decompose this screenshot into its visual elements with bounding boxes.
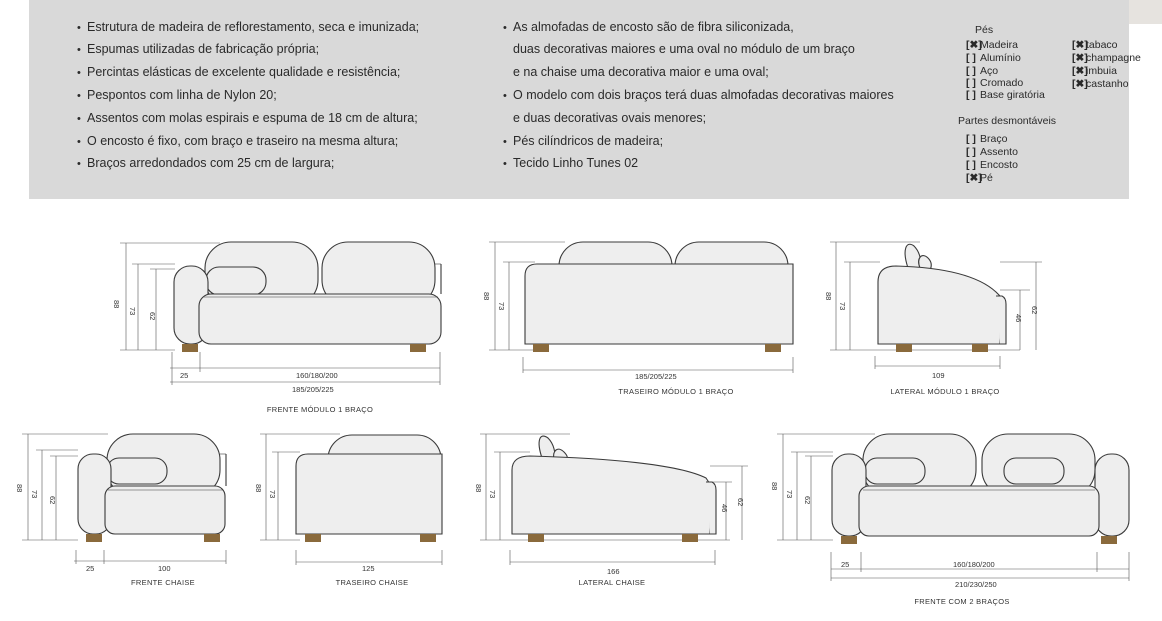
seat: [199, 294, 441, 344]
caption-side-one-arm: LATERAL MÓDULO 1 BRAÇO: [890, 387, 1000, 396]
dim-depth: 109: [932, 371, 945, 380]
dim-height-73: 73: [128, 307, 137, 316]
checkbox-option: [✖]imbuia: [1072, 65, 1117, 77]
list-item: • Percintas elásticas de excelente qualidade e resistência;: [78, 65, 400, 79]
checkbox-option: [✖]Pé: [966, 172, 993, 184]
checkbox-option: [✖]tabaco: [1072, 39, 1118, 51]
caption-back-chaise: TRASEIRO CHAISE: [335, 578, 409, 587]
dim-height-88: 88: [112, 300, 121, 309]
list-item: • As almofadas de encosto são de fibra siliconizada,: [504, 20, 794, 34]
dim-height-88: 88: [474, 484, 483, 493]
dim-seat-width: 100: [158, 564, 171, 573]
dim-depth: 166: [607, 567, 620, 576]
wooden-foot: [682, 534, 698, 542]
drawing-back-chaise: [250, 428, 450, 578]
drawing-side-one-arm: [820, 232, 1050, 392]
oval-cushion: [206, 267, 266, 295]
list-item: • Tecido Linho Tunes 02: [504, 156, 638, 170]
dim-height-62: 62: [148, 312, 157, 321]
wooden-foot: [896, 344, 912, 352]
dim-height-46: 46: [720, 504, 729, 513]
caption-front-two-arms: FRENTE COM 2 BRAÇOS: [914, 597, 1010, 606]
checkbox-option: [✖]castanho: [1072, 78, 1129, 90]
drawing-front-chaise: [8, 428, 238, 578]
wooden-foot: [1101, 536, 1117, 544]
list-item: • Assentos com molas espirais e espuma de 18 cm de altura;: [78, 111, 418, 125]
checkbox-option: [✖]Madeira: [966, 39, 1018, 51]
dim-seat-width: 160/180/200: [953, 560, 995, 569]
drawing-back-one-arm: [475, 232, 805, 392]
checkbox-option: [ ] Assento: [966, 146, 1018, 158]
dim-height-73: 73: [268, 490, 277, 499]
dim-total-width: 125: [362, 564, 375, 573]
wooden-foot: [533, 344, 549, 352]
dim-height-62: 62: [1030, 306, 1039, 315]
dim-arm-width: 25: [180, 371, 189, 380]
list-item: • O encosto é fixo, com braço e traseiro na mesma altura;: [78, 134, 398, 148]
list-item: • Pés cilíndricos de madeira;: [504, 134, 663, 148]
wooden-foot: [972, 344, 988, 352]
dim-height-62: 62: [48, 496, 57, 505]
dim-height-88: 88: [15, 484, 24, 493]
dim-seat-width: 160/180/200: [296, 371, 338, 380]
dim-arm-width: 25: [841, 560, 850, 569]
checkbox-option: [ ] Encosto: [966, 159, 1018, 171]
dim-height-73: 73: [497, 302, 506, 311]
dim-height-73: 73: [785, 490, 794, 499]
wooden-foot: [182, 344, 198, 352]
feet-title: Pés: [975, 24, 994, 36]
wooden-foot: [410, 344, 426, 352]
wooden-foot: [305, 534, 321, 542]
drawing-front-two-arms: [765, 428, 1145, 598]
wooden-foot: [528, 534, 544, 542]
list-item: • Espumas utilizadas de fabricação própria;: [78, 42, 319, 56]
caption-front-one-arm: FRENTE MÓDULO 1 BRAÇO: [266, 405, 374, 414]
drawing-side-chaise: [470, 428, 760, 578]
caption-back-one-arm: TRASEIRO MÓDULO 1 BRAÇO: [618, 387, 734, 396]
list-item: • Pespontos com linha de Nylon 20;: [78, 88, 277, 102]
wooden-foot: [420, 534, 436, 542]
wooden-foot: [204, 534, 220, 542]
list-item: • Braços arredondados com 25 cm de largura;: [78, 156, 334, 170]
dim-total-width: 185/205/225: [635, 372, 677, 381]
list-item-continuation: duas decorativas maiores e uma oval no módulo de um braço: [513, 42, 855, 56]
dim-height-73: 73: [838, 302, 847, 311]
caption-front-chaise: FRENTE CHAISE: [131, 578, 195, 587]
checkbox-option: [ ] Base giratória: [966, 89, 1045, 101]
checkbox-option: [ ] Aço: [966, 65, 999, 77]
removable-parts-title: Partes desmontáveis: [958, 115, 1057, 127]
dim-height-73: 73: [30, 490, 39, 499]
dim-height-88: 88: [770, 482, 779, 491]
list-item-continuation: e duas decorativas ovais menores;: [513, 111, 707, 125]
checkbox-option: [ ] Cromado: [966, 77, 1024, 89]
wooden-foot: [841, 536, 857, 544]
list-item: • Estrutura de madeira de reflorestamento, seca e imunizada;: [78, 20, 419, 34]
drawing-front-one-arm: [100, 232, 460, 422]
dim-height-88: 88: [824, 292, 833, 301]
checkbox-option: [ ] Braço: [966, 133, 1008, 145]
dim-height-62: 62: [803, 496, 812, 505]
dim-height-88: 88: [254, 484, 263, 493]
dim-height-46: 46: [1014, 314, 1023, 323]
checkbox-option: [✖]champagne: [1072, 52, 1141, 64]
dim-total-width: 185/205/225: [292, 385, 334, 394]
list-item-continuation: e na chaise uma decorativa maior e uma oval;: [513, 65, 769, 79]
dim-height-88: 88: [482, 292, 491, 301]
wooden-foot: [86, 534, 102, 542]
specifications-panel: [29, 0, 1141, 199]
dim-arm-width: 25: [86, 564, 95, 573]
dim-height-73: 73: [488, 490, 497, 499]
list-item: • O modelo com dois braços terá duas almofadas decorativas maiores: [504, 88, 894, 102]
dim-height-62: 62: [736, 498, 745, 507]
dim-total-width: 210/230/250: [955, 580, 997, 589]
caption-side-chaise: LATERAL CHAISE: [578, 578, 646, 587]
wooden-foot: [765, 344, 781, 352]
checkbox-option: [ ] Alumínio: [966, 52, 1021, 64]
